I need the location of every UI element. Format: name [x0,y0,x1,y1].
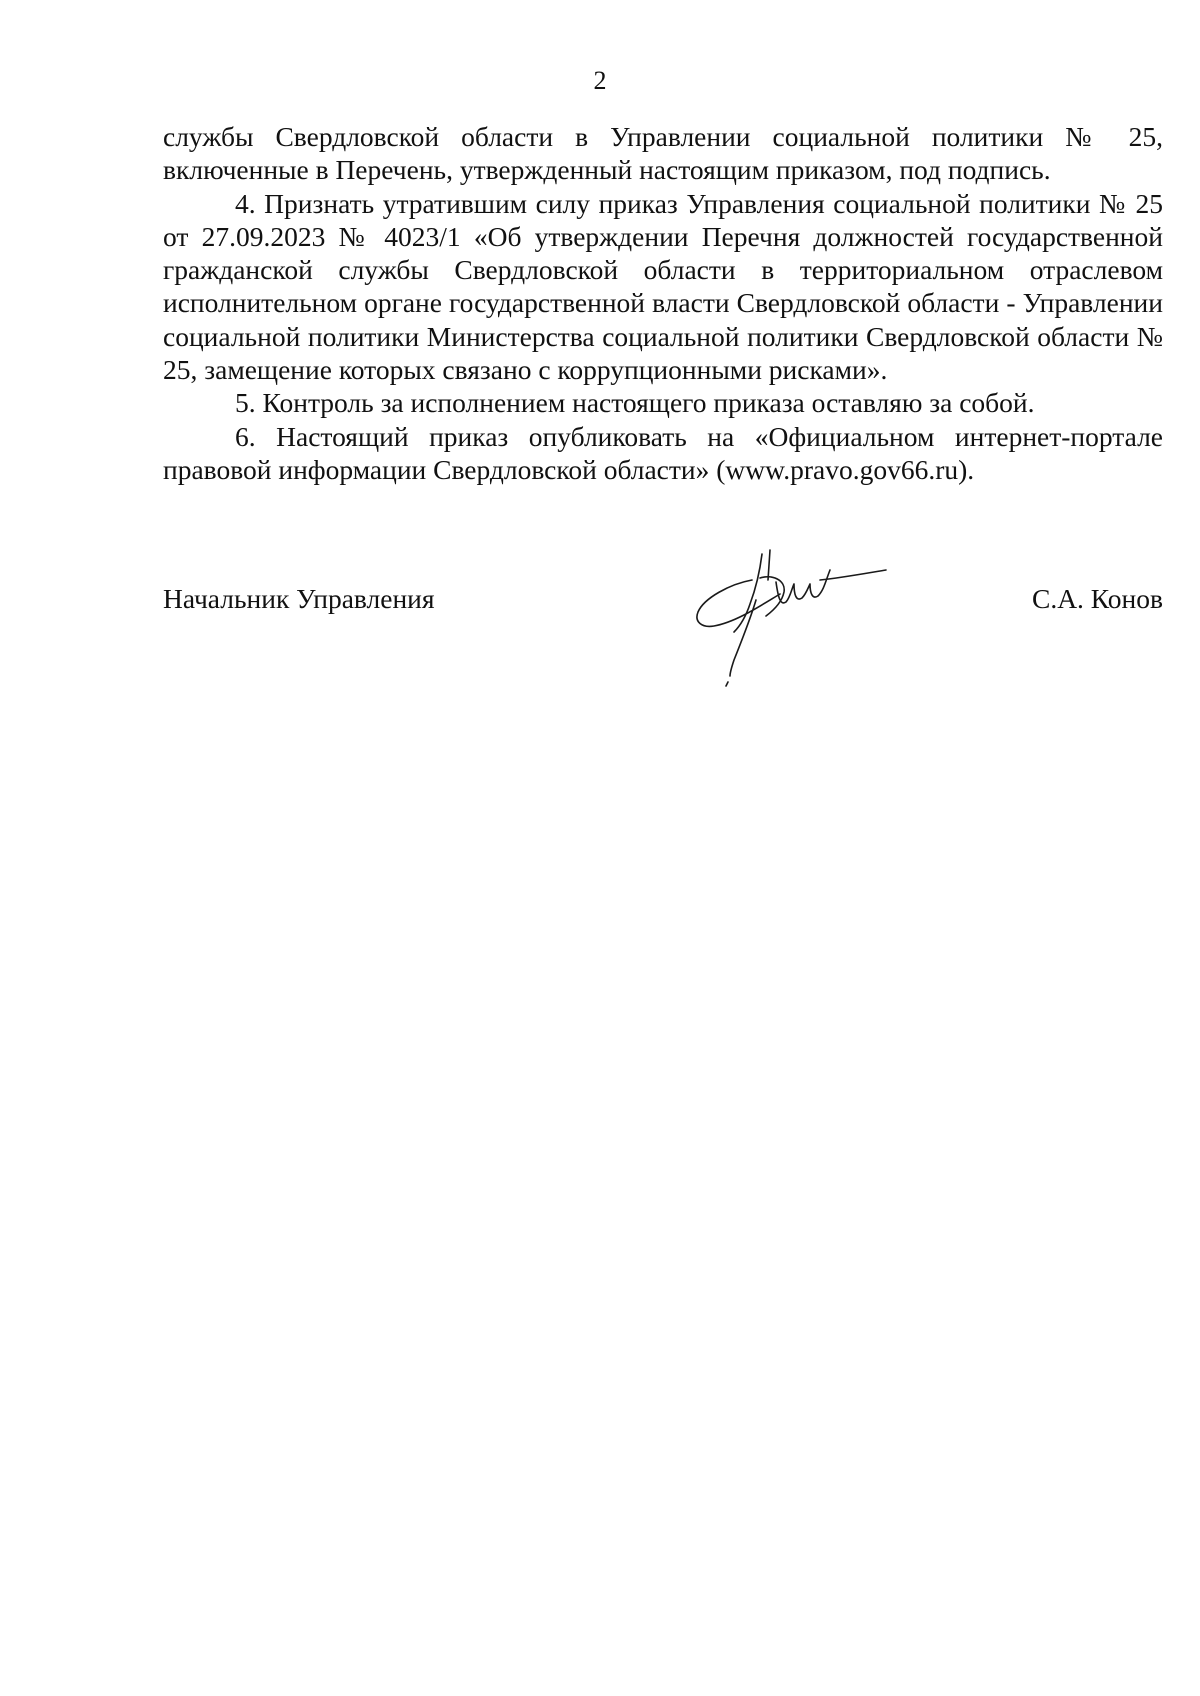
paragraph-item-4: 4. Признать утратившим силу приказ Управления социальной политики № 25 от 27.09.2023 № 4023/1 «Об утверждении Перечня должностей государственной гражданской службы Свердловской области в территориальном отраслевом исполнительном органе государственной власти Свердловской области - Управлении социальной политики Министерства социальной политики Свердловской области № 25, замещение которых связано с коррупционными рисками». [163,187,1163,386]
page-number: 2 [593,66,607,95]
document-body [163,120,1163,486]
signature-block [163,570,1163,614]
signer-title: Начальник Управления [163,583,435,614]
signer-name: С.А. Конов [1031,583,1163,614]
paragraph-continuation: службы Свердловской области в Управлении социальной политики № 25, включенные в Перечень, утвержденный настоящим приказом, под подпись. [163,121,1163,186]
paragraph-item-5: 5. Контроль за исполнением настоящего приказа оставляю за собой. [235,387,1035,419]
handwritten-signature-icon [690,540,910,690]
paragraph-item-6: 6. Настоящий приказ опубликовать на «Официальном интернет-портале правовой информации Свердловской области» (www.pravo.gov66.ru). [163,420,1163,485]
